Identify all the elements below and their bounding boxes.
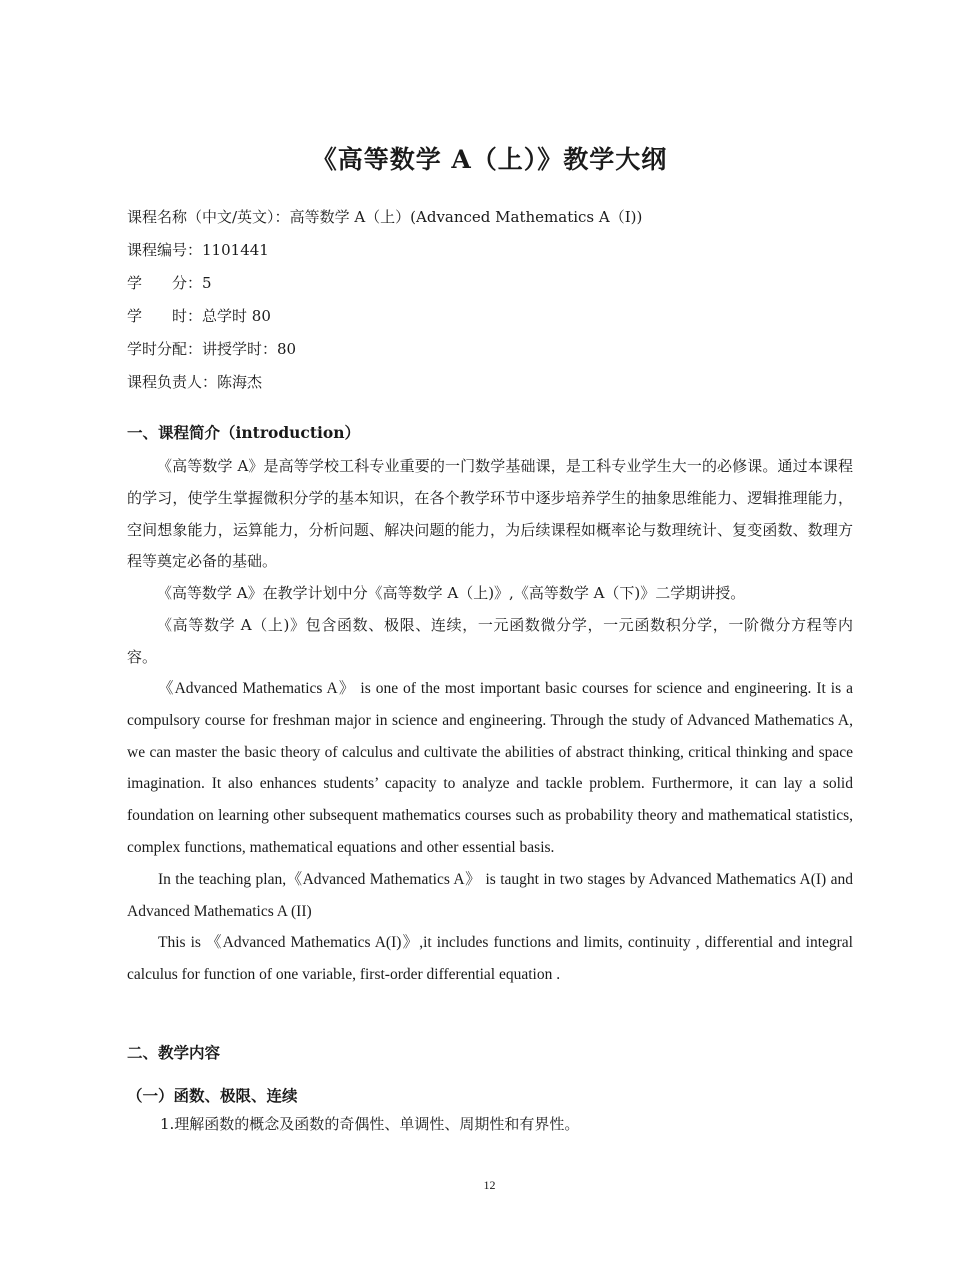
paragraph: 《Advanced Mathematics A》 is one of the most important basic courses for science and engineering. It is a compulsory course for freshman major in science and engineering. Through the study of Advanced Mathematics A, we can master the basic theory of calculus and cultivate the abilities of abstract thinking, critical thinking and space imagination. It also enhances students’ capacity to analyze and tackle problem. Furthermore, it can lay a solid foundation on learning other subsequent mathematics courses such as probability theory and mathematical statistics, complex functions, mathematical equations and other essential basis. <box>127 680 853 856</box>
meta-label: 学 分： <box>127 274 203 292</box>
meta-label: 学 时： <box>127 307 203 325</box>
meta-value: 1101441 <box>202 241 269 259</box>
introduction-english-text <box>127 673 853 991</box>
meta-course-code <box>127 234 867 267</box>
subsection-heading: （一）函数、极限、连续 <box>127 1086 298 1105</box>
introduction-chinese-text <box>127 451 853 674</box>
meta-value: 5 <box>202 274 212 292</box>
meta-credits <box>127 267 867 300</box>
meta-label: 学时分配： <box>127 340 203 358</box>
section-heading-introduction: 一、课程简介（introduction） <box>127 423 361 442</box>
section-heading-teaching-content: 二、教学内容 <box>127 1043 221 1062</box>
meta-label: 课程编号： <box>127 241 203 259</box>
paragraph: 《高等数学 A》是高等学校工科专业重要的一门数学基础课，是工科专业学生大一的必修课。通过本课程的学习，使学生掌握微积分学的基本知识，在各个教学环节中逐步培养学生的抽象思维能力、逻辑推理能力，空间想象能力，运算能力，分析问题、解决问题的能力，为后续课程如概率论与数理统计、复变函数、数理方程等奠定必备的基础。 <box>127 457 853 571</box>
paragraph: This is 《Advanced Mathematics A(I)》,it includes functions and limits, continuity , differential and integral calculus for function of one variable, first-order differential equation . <box>127 934 853 984</box>
page-number: 12 <box>483 1178 496 1192</box>
meta-course-leader <box>127 366 867 399</box>
meta-hour-distribution <box>127 333 867 366</box>
document-title: 《高等数学 A（上）》教学大纲 <box>311 145 668 174</box>
meta-value: 总学时 80 <box>202 307 271 325</box>
meta-value: 讲授学时：80 <box>202 340 297 358</box>
meta-label: 课程负责人： <box>127 373 218 391</box>
course-meta <box>127 201 867 399</box>
paragraph: 《高等数学 A（上)》包含函数、极限、连续，一元函数微分学，一元函数积分学，一阶微分方程等内容。 <box>127 615 853 666</box>
meta-course-name <box>127 201 867 234</box>
paragraph: In the teaching plan,《Advanced Mathematics A》 is taught in two stages by Advanced Mathematics A(I) and Advanced Mathematics A (II) <box>127 870 853 920</box>
meta-label: 课程名称（中文/英文）： <box>127 208 290 226</box>
meta-value: 陈海杰 <box>217 373 263 391</box>
meta-value: 高等数学 A（上）(Advanced Mathematics A（Ⅰ)) <box>289 208 643 226</box>
meta-hours <box>127 300 867 333</box>
content-item: 1.理解函数的概念及函数的奇偶性、单调性、周期性和有界性。 <box>160 1115 580 1133</box>
paragraph: 《高等数学 A》在教学计划中分《高等数学 A（上)》,《高等数学 A（下)》二学期讲授。 <box>157 584 746 603</box>
